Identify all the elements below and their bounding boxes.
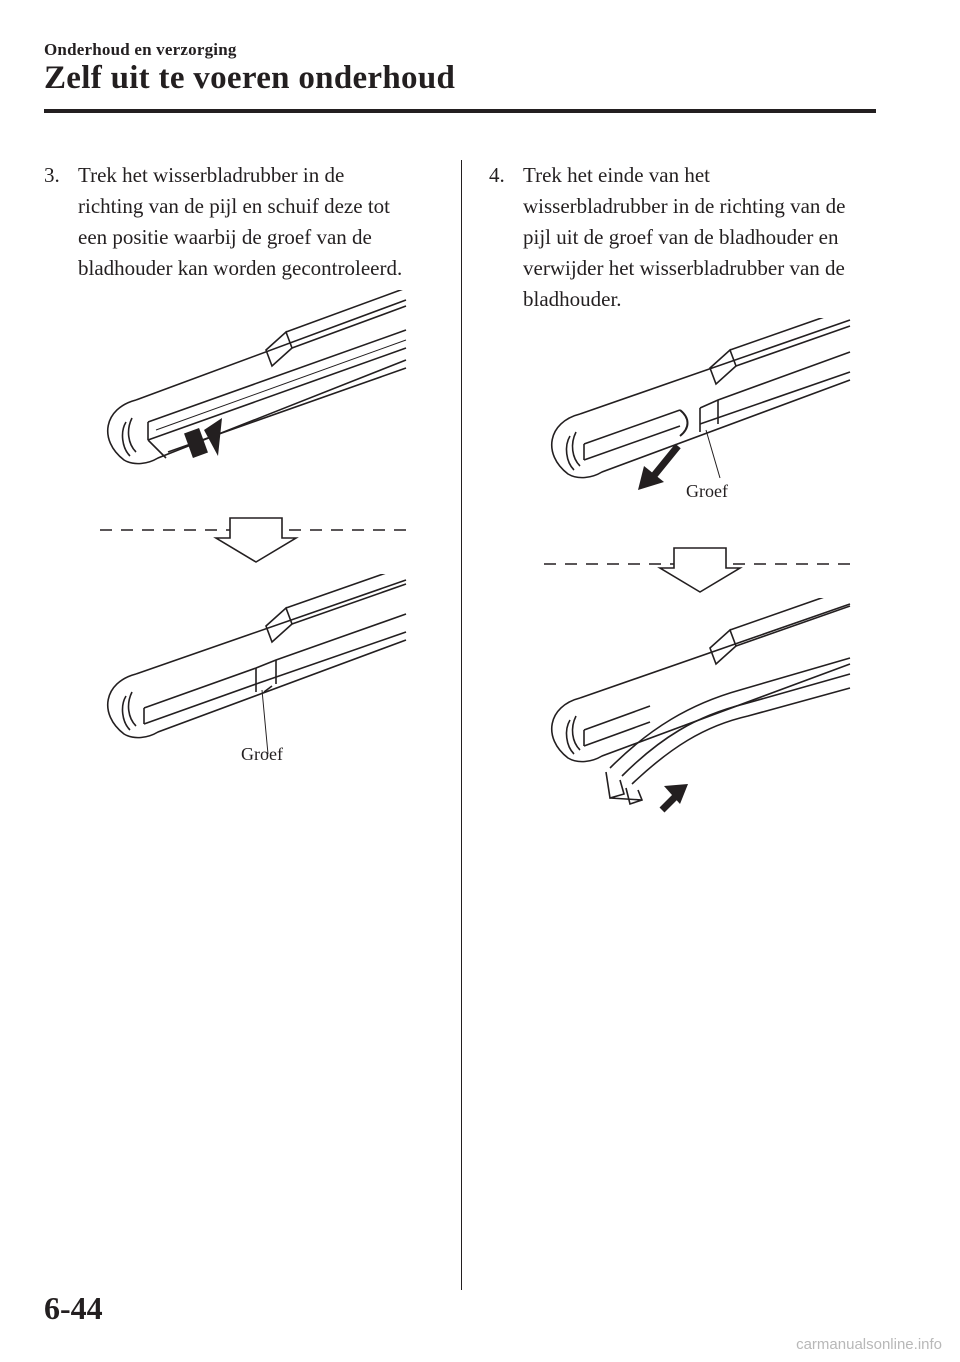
page-number: 6-44 (44, 1290, 103, 1326)
step-line: een positie waarbij de groef van de (78, 225, 372, 249)
step-line: pijl uit de groef van de bladhouder en (523, 225, 839, 249)
step-line: bladhouder. (523, 287, 622, 311)
step-number: 4. (489, 163, 505, 187)
push-arrow-icon (184, 428, 208, 458)
wiper-rubber-removal-illustration (540, 598, 860, 828)
sequence-arrow-1 (96, 508, 416, 568)
step-line: bladhouder kan worden gecontroleerd. (78, 256, 403, 280)
down-arrow-icon (660, 548, 740, 592)
step-number: 3. (44, 163, 60, 187)
section-label: Onderhoud en verzorging (44, 40, 237, 59)
step-text (78, 160, 402, 284)
pull-arrow-icon (652, 446, 678, 478)
page-title: Zelf uit te voeren onderhoud (44, 60, 456, 96)
watermark: carmanualsonline.info (796, 1336, 942, 1353)
down-arrow-icon (216, 518, 296, 562)
groove-callout-label: Groef (241, 744, 283, 764)
step-line: wisserbladrubber in de richting van de (523, 194, 846, 218)
groove-callout-label: Groef (686, 481, 728, 501)
step-line: verwijder het wisserbladrubber van de (523, 256, 845, 280)
column-divider (461, 160, 462, 1290)
wiper-blade-push-illustration (96, 290, 416, 490)
step-text (523, 160, 846, 315)
title-rule (44, 109, 876, 113)
step-line: Trek het einde van het (523, 163, 711, 187)
step-line: richting van de pijl en schuif deze tot (78, 194, 390, 218)
step-line: Trek het wisserbladrubber in de (78, 163, 345, 187)
sequence-arrow-2 (540, 538, 860, 598)
